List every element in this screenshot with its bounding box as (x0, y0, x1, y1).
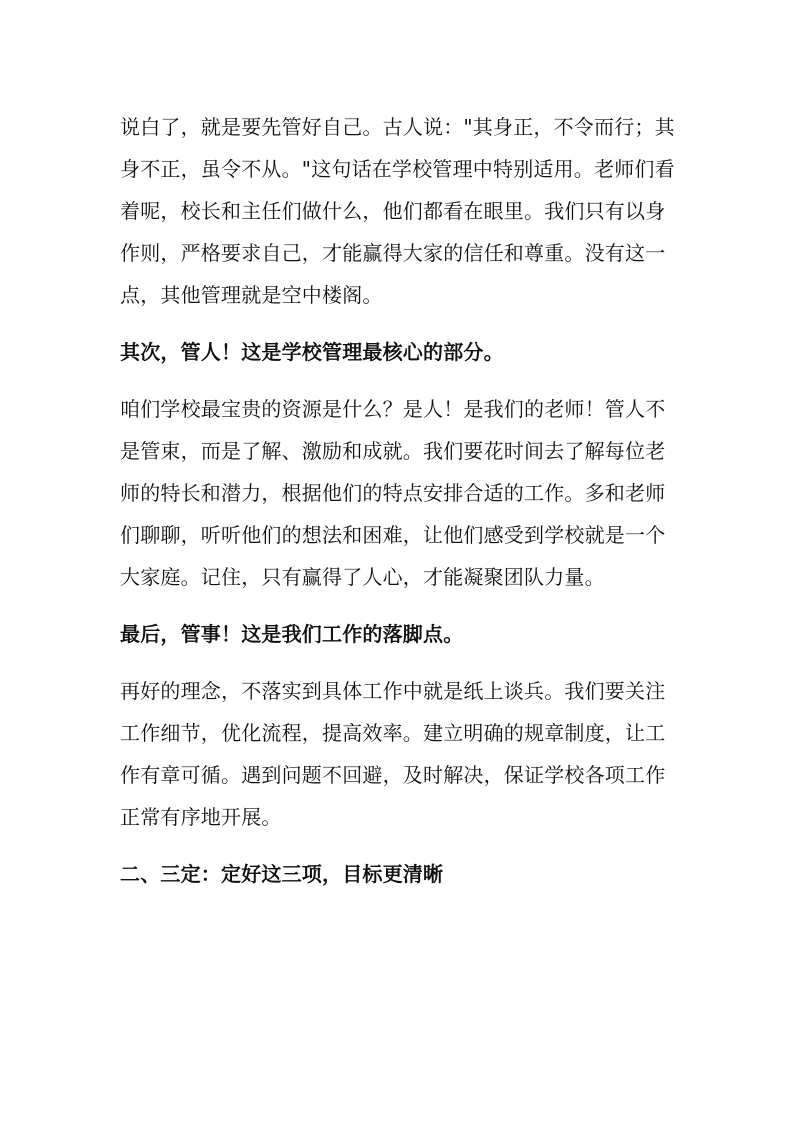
paragraph-manage-people: 咱们学校最宝贵的资源是什么？是人！是我们的老师！管人不是管束，而是了解、激励和成就。我们要花时间去了解每位老师的特长和潜力，根据他们的特点安排合适的工作。多和老师们聊聊，听听他们的想法和困难，让他们感受到学校就是一个大家庭。记住，只有赢得了人心，才能凝聚团队力量。 (120, 397, 666, 589)
heading-manage-affairs: 最后，管事！这是我们工作的落脚点。 (120, 622, 464, 646)
document-body (120, 106, 680, 895)
heading-manage-people: 其次，管人！这是学校管理最核心的部分。 (120, 340, 504, 364)
paragraph-self-discipline: 说白了，就是要先管好自己。古人说："其身正，不令而行；其身不正，虽令不从。"这句话在学校管理中特别适用。老师们看着呢，校长和主任们做什么，他们都看在眼里。我们只有以身作则，严格要求自己，才能赢得大家的信任和尊重。没有这一点，其他管理就是空中楼阁。 (120, 115, 675, 307)
heading-section-two: 二、三定：定好这三项，目标更清晰 (120, 862, 444, 886)
paragraph-manage-affairs: 再好的理念，不落实到具体工作中就是纸上谈兵。我们要关注工作细节，优化流程，提高效率。建立明确的规章制度，让工作有章可循。遇到问题不回避，及时解决，保证学校各项工作正常有序地开展。 (120, 679, 666, 829)
